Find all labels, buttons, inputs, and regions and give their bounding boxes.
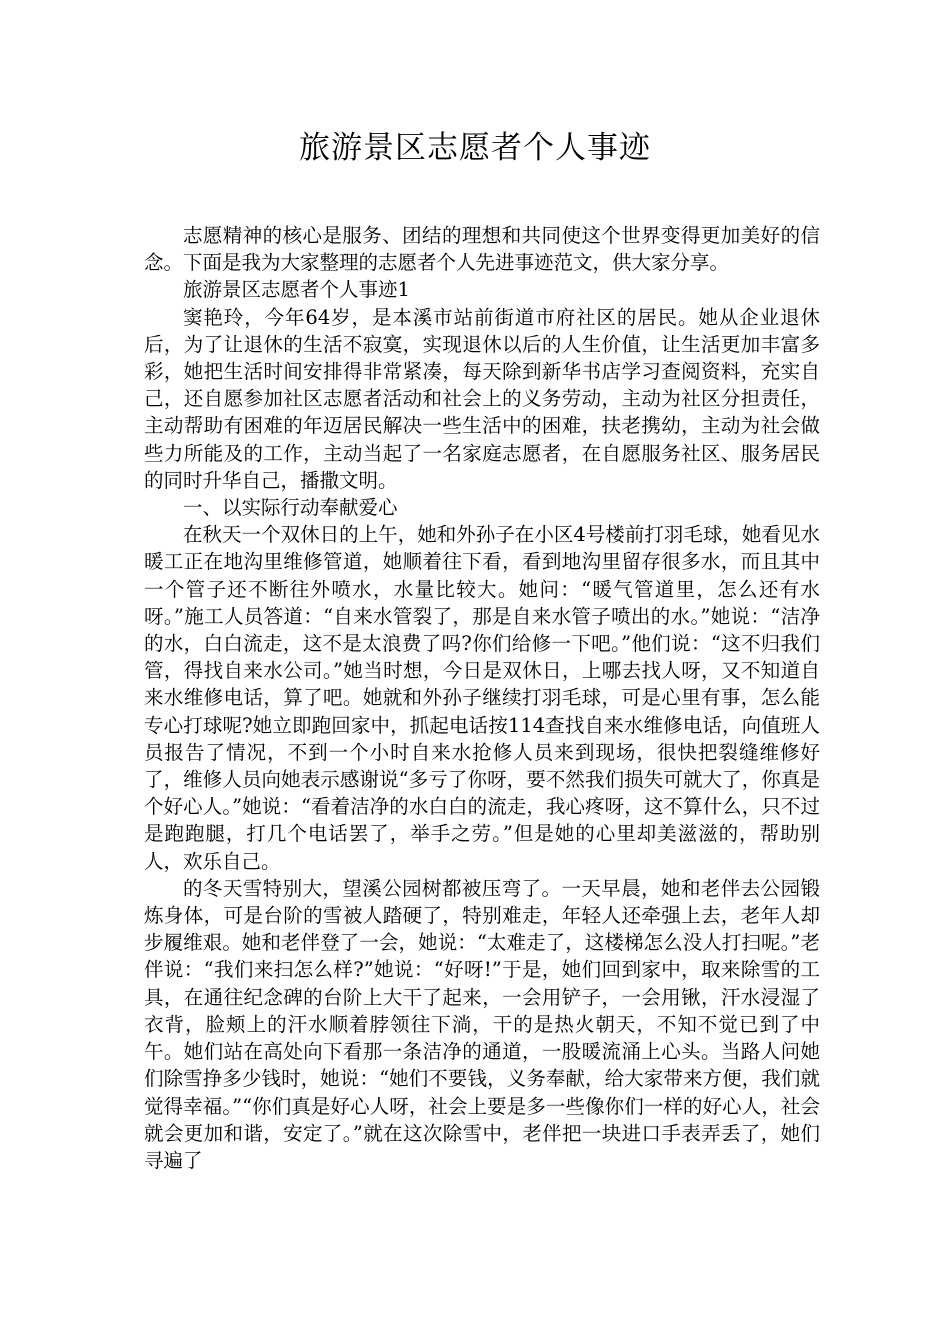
document-body xyxy=(144,222,820,1174)
intro-paragraph: 志愿精神的核心是服务、团结的理想和共同使这个世界变得更加美好的信念。下面是我为大家整理的志愿者个人先进事迹范文，供大家分享。 xyxy=(144,224,820,275)
body-paragraph: 在秋天一个双休日的上午，她和外孙子在小区4号楼前打羽毛球，她看见水暖工正在地沟里维修管道，她顺着往下看，看到地沟里留存很多水，而且其中一个管子还不断往外喷水，水量比较大。她问：“暖气管道里，怎么还有水呀。”施工人员答道：“自来水管裂了，那是自来水管子喷出的水。”她说：“洁净的水，白白流走，这不是太浪费了吗?你们给修一下吧。”他们说：“这不归我们管，得找自来水公司。”她当时想，今日是双休日，上哪去找人呀，又不知道自来水维修电话，算了吧。她就和外孙子继续打羽毛球，可是心里有事，怎么能专心打球呢?她立即跑回家中，抓起电话按114查找自来水维修电话，向值班人员报告了情况，不到一个小时自来水抢修人员来到现场，很快把裂缝维修好了，维修人员向她表示感谢说“多亏了你呀，要不然我们损失可就大了，你真是个好心人。”她说：“看着洁净的水白白的流走，我心疼呀，这不算什么，只不过是跑跑腿，打几个电话罢了，举手之劳。”但是她的心里却美滋滋的，帮助别人，欢乐自己。 xyxy=(144,523,820,873)
section-heading: 一、以实际行动奉献爱心 xyxy=(183,496,398,520)
document-title: 旅游景区志愿者个人事迹 xyxy=(299,130,651,166)
section-heading: 旅游景区志愿者个人事迹1 xyxy=(183,278,410,302)
body-paragraph: 窦艳玲，今年64岁，是本溪市站前街道市府社区的居民。她从企业退休后，为了让退休的生活不寂寞，实现退休以后的人生价值，让生活更加丰富多彩，她把生活时间安排得非常紧凑，每天除到新华书店学习查阅资料，充实自己，还自愿参加社区志愿者活动和社会上的义务劳动，主动为社区分担责任，主动帮助有困难的年迈居民解决一些生活中的困难，扶老携幼，主动为社会做些力所能及的工作，主动当起了一名家庭志愿者，在自愿服务社区、服务居民的同时升华自己，播撒文明。 xyxy=(144,305,820,492)
body-paragraph: 的冬天雪特别大，望溪公园树都被压弯了。一天早晨，她和老伴去公园锻炼身体，可是台阶的雪被人踏硬了，特别难走，年轻人还牵强上去，老年人却步履维艰。她和老伴登了一会，她说：“太难走了，这楼梯怎么没人打扫呢。”老伴说：“我们来扫怎么样?”她说：“好呀!”于是，她们回到家中，取来除雪的工具，在通往纪念碑的台阶上大干了起来，一会用铲子，一会用锹，汗水浸湿了衣背，脸颊上的汗水顺着脖领往下淌，干的是热火朝天，不知不觉已到了中午。她们站在高处向下看那一条洁净的通道，一股暖流涌上心头。当路人问她们除雪挣多少钱时，她说：“她们不要钱，义务奉献，给大家带来方便，我们就觉得幸福。”“你们真是好心人呀，社会上要是多一些像你们一样的好心人，社会就会更加和谐，安定了。”就在这次除雪中，老伴把一块进口手表弄丢了，她们寻遍了 xyxy=(144,876,820,1172)
